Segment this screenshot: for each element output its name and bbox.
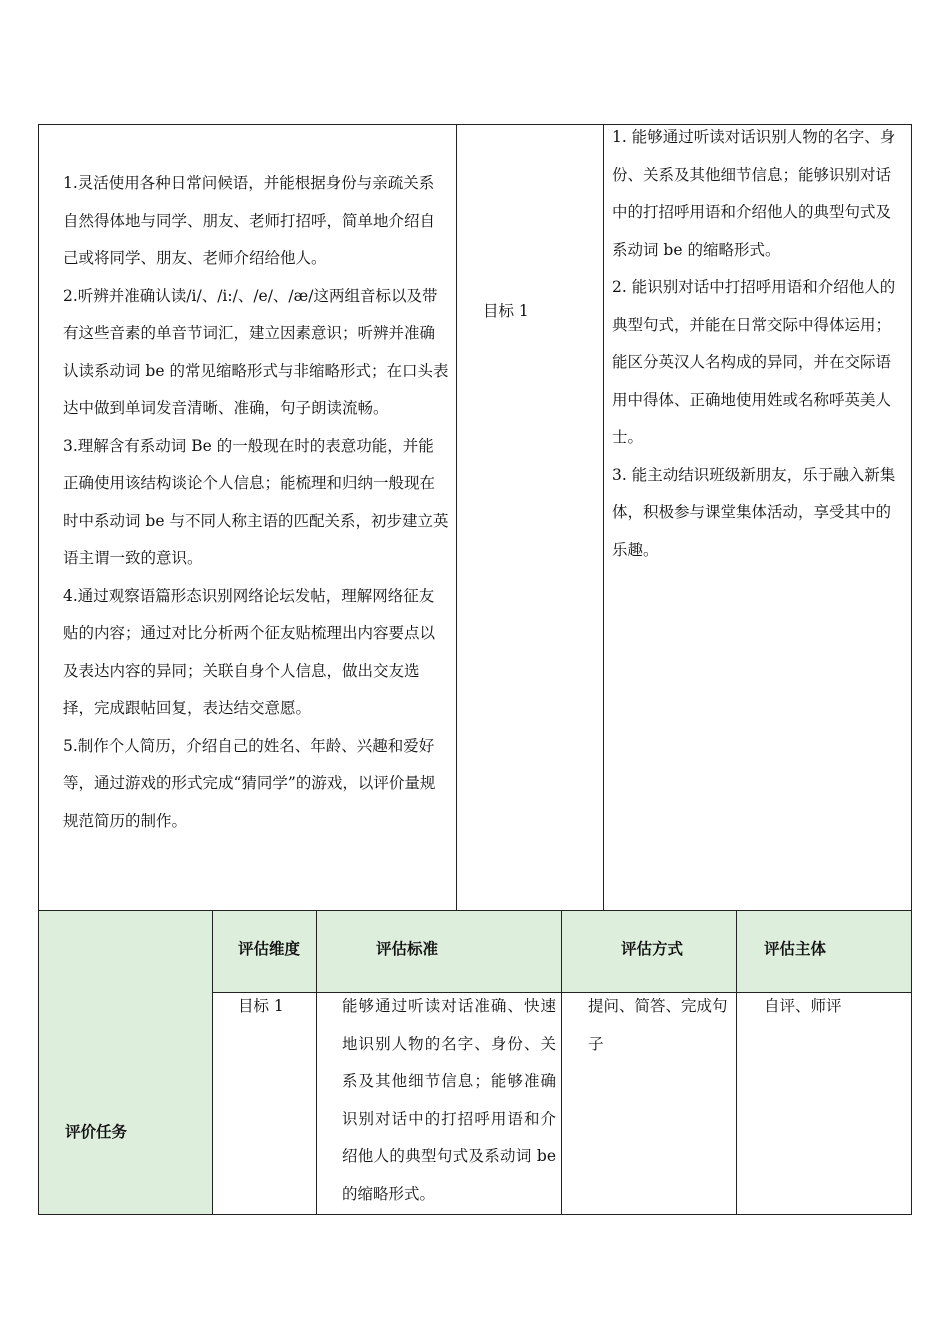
objectives-list (63, 165, 449, 840)
evaluation-label-cell (39, 910, 213, 1214)
goal-details (612, 119, 904, 569)
goal-detail-item: 3. 能主动结识班级新朋友，乐于融入新集体，积极参与课堂集体活动，享受其中的乐趣。 (612, 465, 896, 559)
goal-label: 目标 1 (483, 302, 529, 320)
row-subject: 自评、师评 (764, 997, 842, 1015)
header-standard: 评估标准 (376, 940, 439, 958)
divider-upper-bottom (38, 910, 912, 911)
objective-item: 1.灵活使用各种日常问候语，并能根据身份与亲疏关系自然得体地与同学、朋友、老师打招呼，简单地介绍自己或将同学、朋友、老师介绍给他人。 (63, 174, 436, 267)
objective-item: 4.通过观察语篇形态识别网络论坛发帖，理解网络征友贴的内容；通过对比分析两个征友贴梳理出内容要点以及表达内容的异同；关联自身个人信息，做出交友选择，完成跟帖回复，表达结交意愿。 (63, 586, 436, 717)
objective-item: 2.听辨并准确认读/i/、/i:/、/e/、/æ/这两组音标以及带有这些音素的单音节词汇，建立因素意识；听辨并准确认读系动词 be 的常见缩略形式与非缩略形式；在口头表达中做到单词发音清晰、准确，句子朗读流畅。 (63, 286, 449, 417)
divider-lower-col1 (212, 910, 213, 1215)
divider-lower-col2 (316, 910, 317, 1215)
row-standard: 能够通过听读对话准确、快速地识别人物的名字、身份、关系及其他细节信息；能够准确识别对话中的打招呼用语和介绍他人的典型句式及系动词 be 的缩略形式。 (342, 997, 556, 1203)
objective-item: 5.制作个人简历，介绍自己的姓名、年龄、兴趣和爱好等，通过游戏的形式完成“猜同学”的游戏，以评价量规规范简历的制作。 (63, 736, 436, 830)
header-method: 评估方式 (621, 940, 684, 958)
row-method: 提问、简答、完成句子 (588, 997, 728, 1053)
divider-lower-col4 (736, 910, 737, 1215)
header-subject: 评估主体 (764, 940, 827, 958)
table-border-right (911, 124, 912, 1215)
evaluation-task-label: 评价任务 (65, 1123, 128, 1141)
objective-item: 3.理解含有系动词 Be 的一般现在时的表意功能，并能正确使用该结构谈论个人信息；能梳理和归纳一般现在时中系动词 be 与不同人称主语的匹配关系，初步建立英语主谓一致的意识。 (63, 436, 449, 567)
row-dimension: 目标 1 (238, 997, 284, 1015)
divider-lower-col3 (561, 910, 562, 1215)
header-dimension: 评估维度 (238, 940, 301, 958)
divider-upper-col1 (456, 124, 457, 911)
goal-detail-item: 1. 能够通过听读对话识别人物的名字、身份、关系及其他细节信息；能够识别对话中的打招呼用语和介绍他人的典型句式及系动词 be 的缩略形式。 (612, 128, 896, 259)
divider-upper-col2 (603, 124, 604, 911)
table-border-left (38, 124, 39, 1215)
goal-detail-item: 2. 能识别对话中打招呼用语和介绍他人的典型句式，并能在日常交际中得体运用；能区分英汉人名构成的异同，并在交际语用中得体、正确地使用姓或名称呼英美人士。 (612, 278, 896, 446)
table-border-bottom (38, 1214, 912, 1215)
